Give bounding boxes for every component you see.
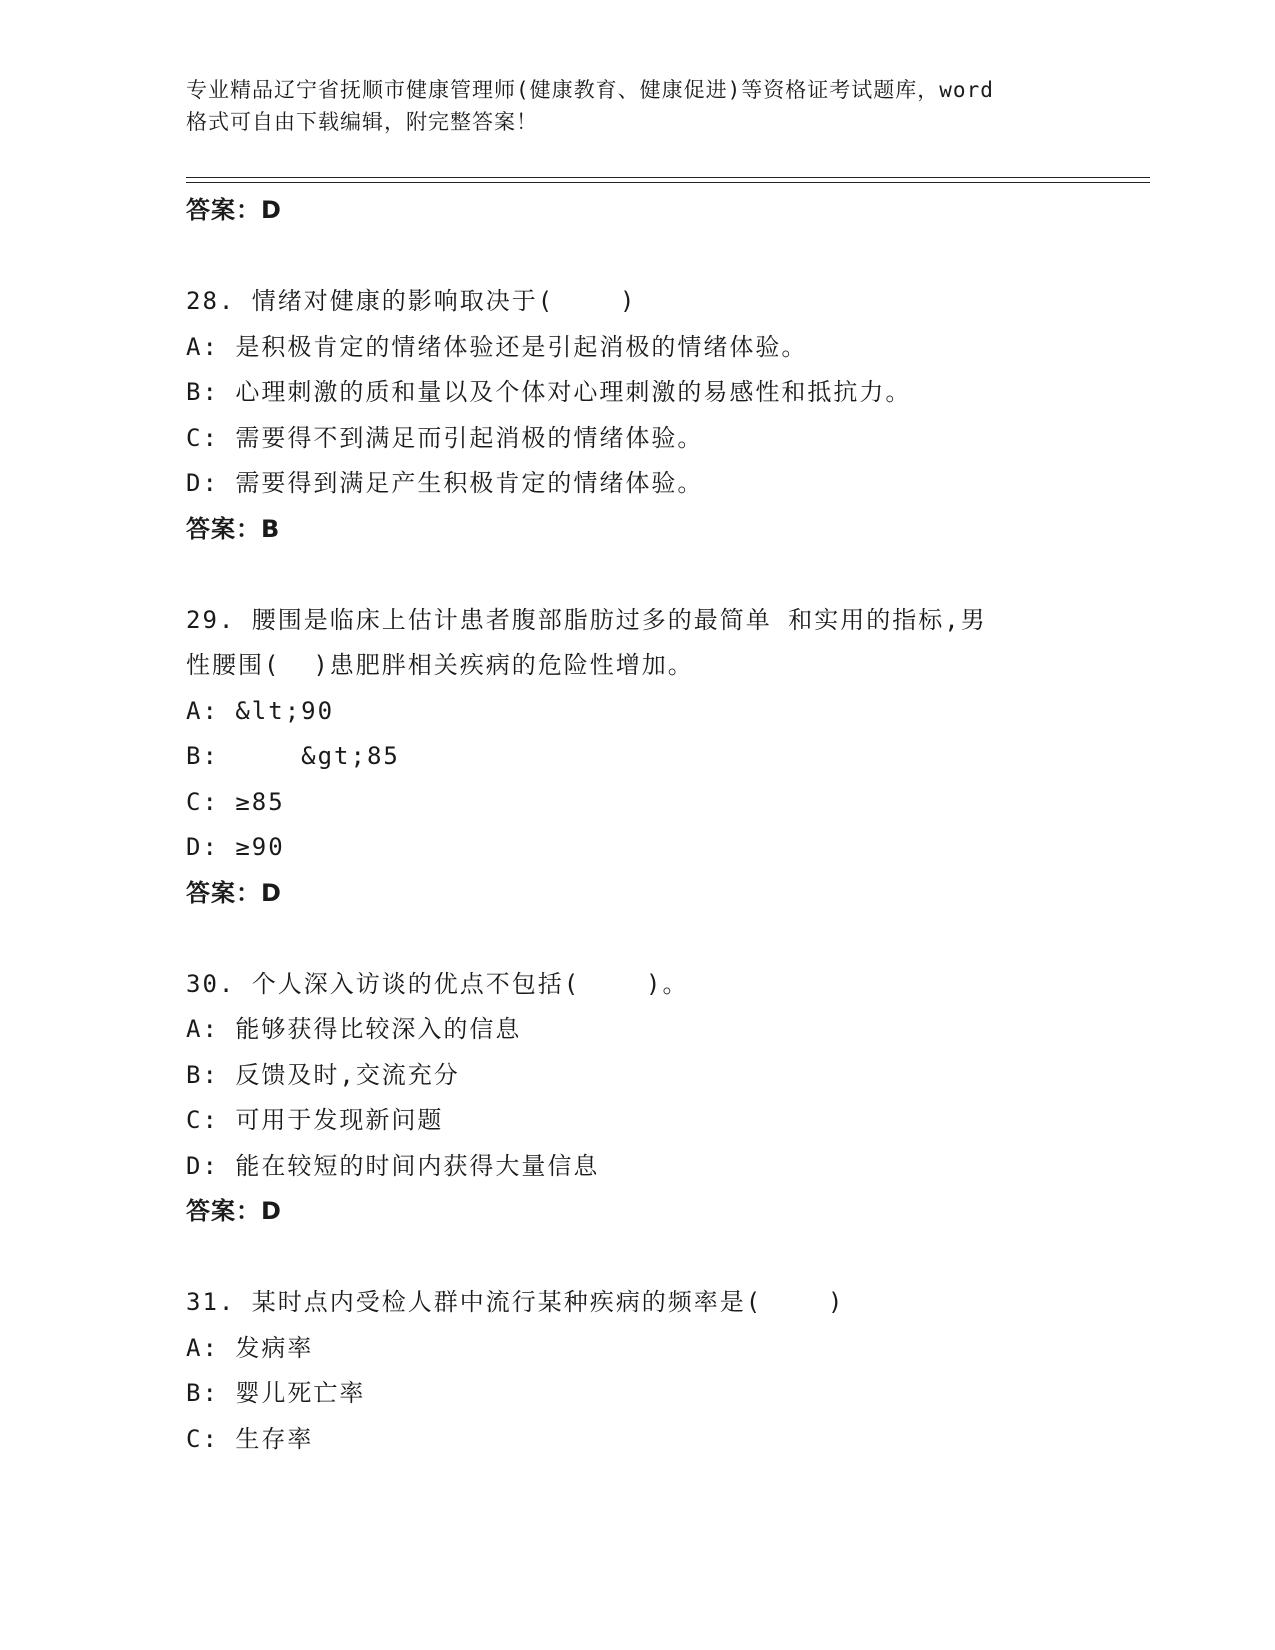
question-title: 30. 个人深入访谈的优点不包括( )。 <box>186 969 689 998</box>
header-divider-top <box>186 177 1150 178</box>
question-title: 29. 腰围是临床上估计患者腹部脂肪过多的最简单 和实用的指标,男 <box>186 605 987 634</box>
answer-line: 答案：D <box>186 1197 282 1225</box>
option-a: A: 能够获得比较深入的信息 <box>186 1015 522 1043</box>
option-a: A: 是积极肯定的情绪体验还是引起消极的情绪体验。 <box>186 332 808 361</box>
option-b: B: 婴儿死亡率 <box>186 1379 366 1407</box>
option-c: C: ≥85 <box>186 787 285 816</box>
question-list <box>186 188 1086 1462</box>
spacer <box>186 552 1086 598</box>
answer-line: 答案：B <box>186 514 281 543</box>
option-a: A: &lt;90 <box>186 696 335 725</box>
question-title: 31. 某时点内受检人群中流行某种疾病的频率是( ) <box>186 1288 845 1316</box>
header-line-1: 专业精品辽宁省抚顺市健康管理师(健康教育、健康促进)等资格证考试题库，word <box>186 78 994 102</box>
question-31 <box>186 1280 1086 1462</box>
option-d: D: 需要得到满足产生积极肯定的情绪体验。 <box>186 469 704 497</box>
spacer <box>186 1235 1086 1281</box>
question-30 <box>186 962 1086 1235</box>
spacer <box>186 234 1086 280</box>
question-29 <box>186 598 1086 917</box>
option-d: D: ≥90 <box>186 833 285 861</box>
page-header <box>186 74 1086 138</box>
option-d: D: 能在较短的时间内获得大量信息 <box>186 1151 600 1180</box>
question-28 <box>186 279 1086 552</box>
answer-line: 答案：D <box>186 878 282 907</box>
question-title: 28. 情绪对健康的影响取决于( ) <box>186 287 637 315</box>
option-b: B: 反馈及时,交流充分 <box>186 1060 460 1089</box>
header-divider-bottom <box>186 182 1150 183</box>
option-b: B: &gt;85 <box>186 742 400 770</box>
option-c: C: 可用于发现新问题 <box>186 1106 444 1134</box>
spacer <box>186 916 1086 962</box>
header-line-2: 格式可自由下载编辑，附完整答案！ <box>186 110 538 134</box>
answer-line: 答案：D <box>186 196 282 224</box>
question-title-cont: 性腰围( )患肥胖相关疾病的危险性增加。 <box>186 651 694 679</box>
option-a: A: 发病率 <box>186 1333 314 1362</box>
option-c: C: 需要得不到满足而引起消极的情绪体验。 <box>186 423 704 452</box>
option-b: B: 心理刺激的质和量以及个体对心理刺激的易感性和抵抗力。 <box>186 378 912 406</box>
option-c: C: 生存率 <box>186 1424 314 1453</box>
